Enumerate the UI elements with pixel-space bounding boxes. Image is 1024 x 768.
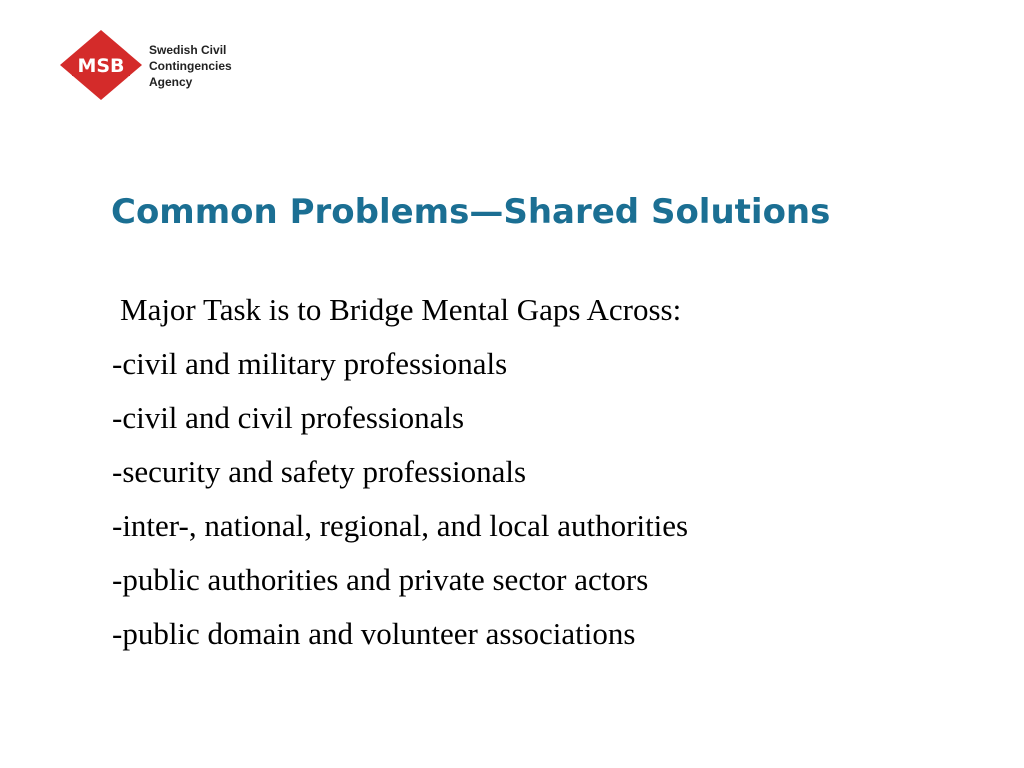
logo-agency-name [149,42,232,90]
slide-title: Common Problems—Shared Solutions [111,192,831,232]
list-item: -public domain and volunteer associations [112,616,636,651]
logo-badge-text: MSB [77,55,125,77]
agency-logo [58,28,248,102]
intro-line: Major Task is to Bridge Mental Gaps Across: [120,292,682,327]
list-item: -inter-, national, regional, and local authorities [112,508,689,543]
list-item: -civil and military professionals [112,346,508,381]
logo-name-line: Swedish Civil [149,43,227,57]
list-item: -civil and civil professionals [112,400,465,435]
msb-diamond-logo-icon [58,28,144,102]
logo-name-line: Agency [149,75,193,89]
list-item: -public authorities and private sector actors [112,562,649,597]
list-item: -security and safety professionals [112,454,527,489]
logo-name-line: Contingencies [149,59,232,73]
slide-body [112,283,992,661]
